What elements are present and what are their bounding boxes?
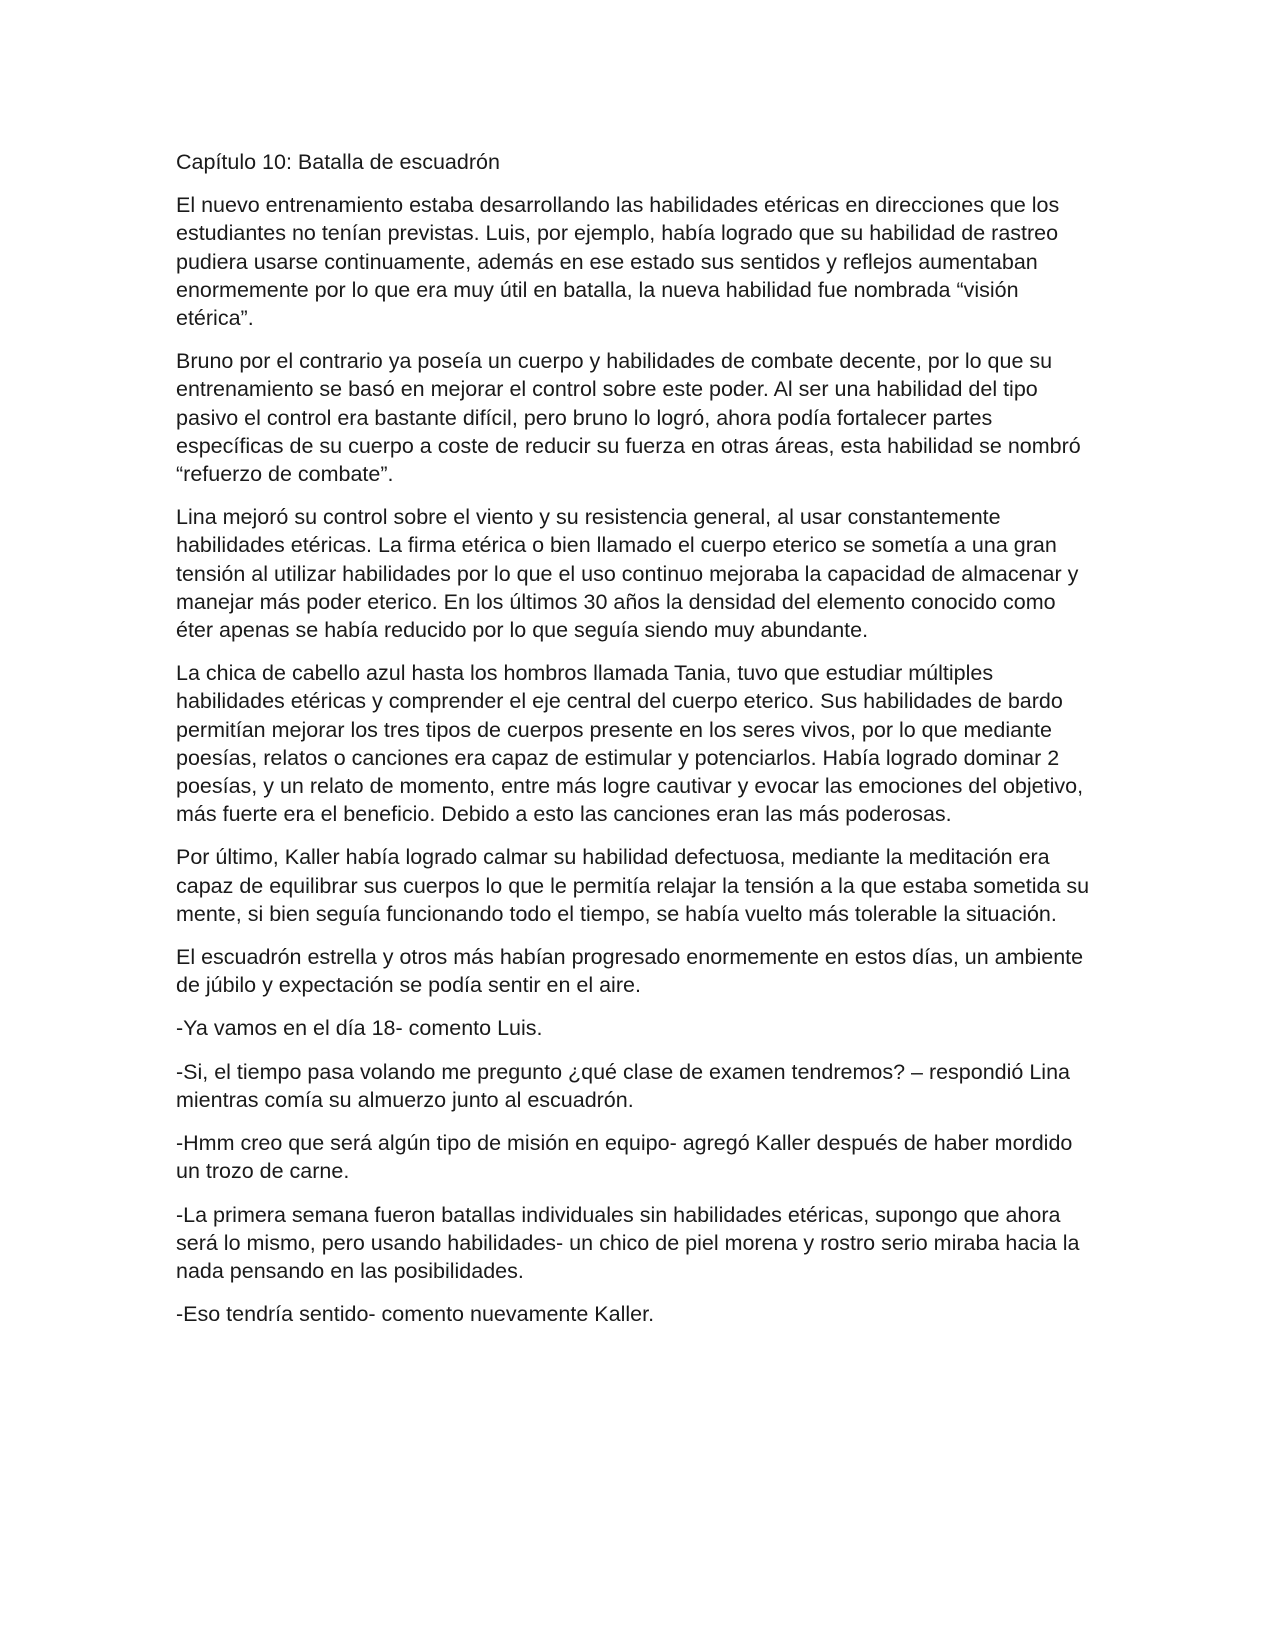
paragraph: La chica de cabello azul hasta los hombros llamada Tania, tuvo que estudiar múltiples habilidades etéricas y comprender el eje central del cuerpo eterico. Sus habilidades de bardo permitían mejorar los tres tipos de cuerpos presente en los seres vivos, por lo que mediante poesías, relatos o canciones era capaz de estimular y potenciarlos. Había logrado dominar 2 poesías, y un relato de momento, entre más logre cautivar y evocar las emociones del objetivo, más fuerte era el beneficio. Debido a esto las canciones eran las más poderosas. <box>176 661 1084 827</box>
dialogue-line: -La primera semana fueron batallas individuales sin habilidades etéricas, supongo que ahora será lo mismo, pero usando habilidades- un chico de piel morena y rostro serio miraba hacia la nada pensando en las posibilidades. <box>176 1202 1080 1283</box>
dialogue-line: -Hmm creo que será algún tipo de misión en equipo- agregó Kaller después de haber mordido un trozo de carne. <box>176 1131 1073 1184</box>
paragraph: Bruno por el contrario ya poseía un cuerpo y habilidades de combate decente, por lo que su entrenamiento se basó en mejorar el control sobre este poder. Al ser una habilidad del tipo pasivo el control era bastante difícil, pero bruno lo logró, ahora podía fortalecer partes específicas de su cuerpo a coste de reducir su fuerza en otras áreas, esta habilidad se nombró “refuerzo de combate”. <box>176 349 1081 487</box>
paragraph: Por último, Kaller había logrado calmar su habilidad defectuosa, mediante la meditación era capaz de equilibrar sus cuerpos lo que le permitía relajar la tensión a la que estaba sometida su mente, si bien seguía funcionando todo el tiempo, se había vuelto más tolerable la situación. <box>176 845 1090 926</box>
paragraph: El nuevo entrenamiento estaba desarrollando las habilidades etéricas en direcciones que los estudiantes no tenían previstas. Luis, por ejemplo, había logrado que su habilidad de rastreo pudiera usarse continuamente, además en ese estado sus sentidos y reflejos aumentaban enormemente por lo que era muy útil en batalla, la nueva habilidad fue nombrada “visión etérica”. <box>176 193 1060 331</box>
dialogue-line: -Eso tendría sentido- comento nuevamente Kaller. <box>176 1302 655 1327</box>
paragraph: El escuadrón estrella y otros más habían progresado enormemente en estos días, un ambiente de júbilo y expectación se podía sentir en el aire. <box>176 945 1084 998</box>
chapter-title: Capítulo 10: Batalla de escuadrón <box>176 150 500 174</box>
dialogue-line: -Si, el tiempo pasa volando me pregunto ¿qué clase de examen tendremos? – respondió Lina mientras comía su almuerzo junto al escuadrón. <box>176 1059 1070 1112</box>
dialogue-line: -Ya vamos en el día 18- comento Luis. <box>176 1016 543 1041</box>
document-body <box>176 148 1096 1343</box>
paragraph: Lina mejoró su control sobre el viento y su resistencia general, al usar constantemente habilidades etéricas. La firma etérica o bien llamado el cuerpo eterico se sometía a una gran tensión al utilizar habilidades por lo que el uso continuo mejoraba la capacidad de almacenar y manejar más poder eterico. En los últimos 30 años la densidad del elemento conocido como éter apenas se había reducido por lo que seguía siendo muy abundante. <box>176 505 1079 643</box>
